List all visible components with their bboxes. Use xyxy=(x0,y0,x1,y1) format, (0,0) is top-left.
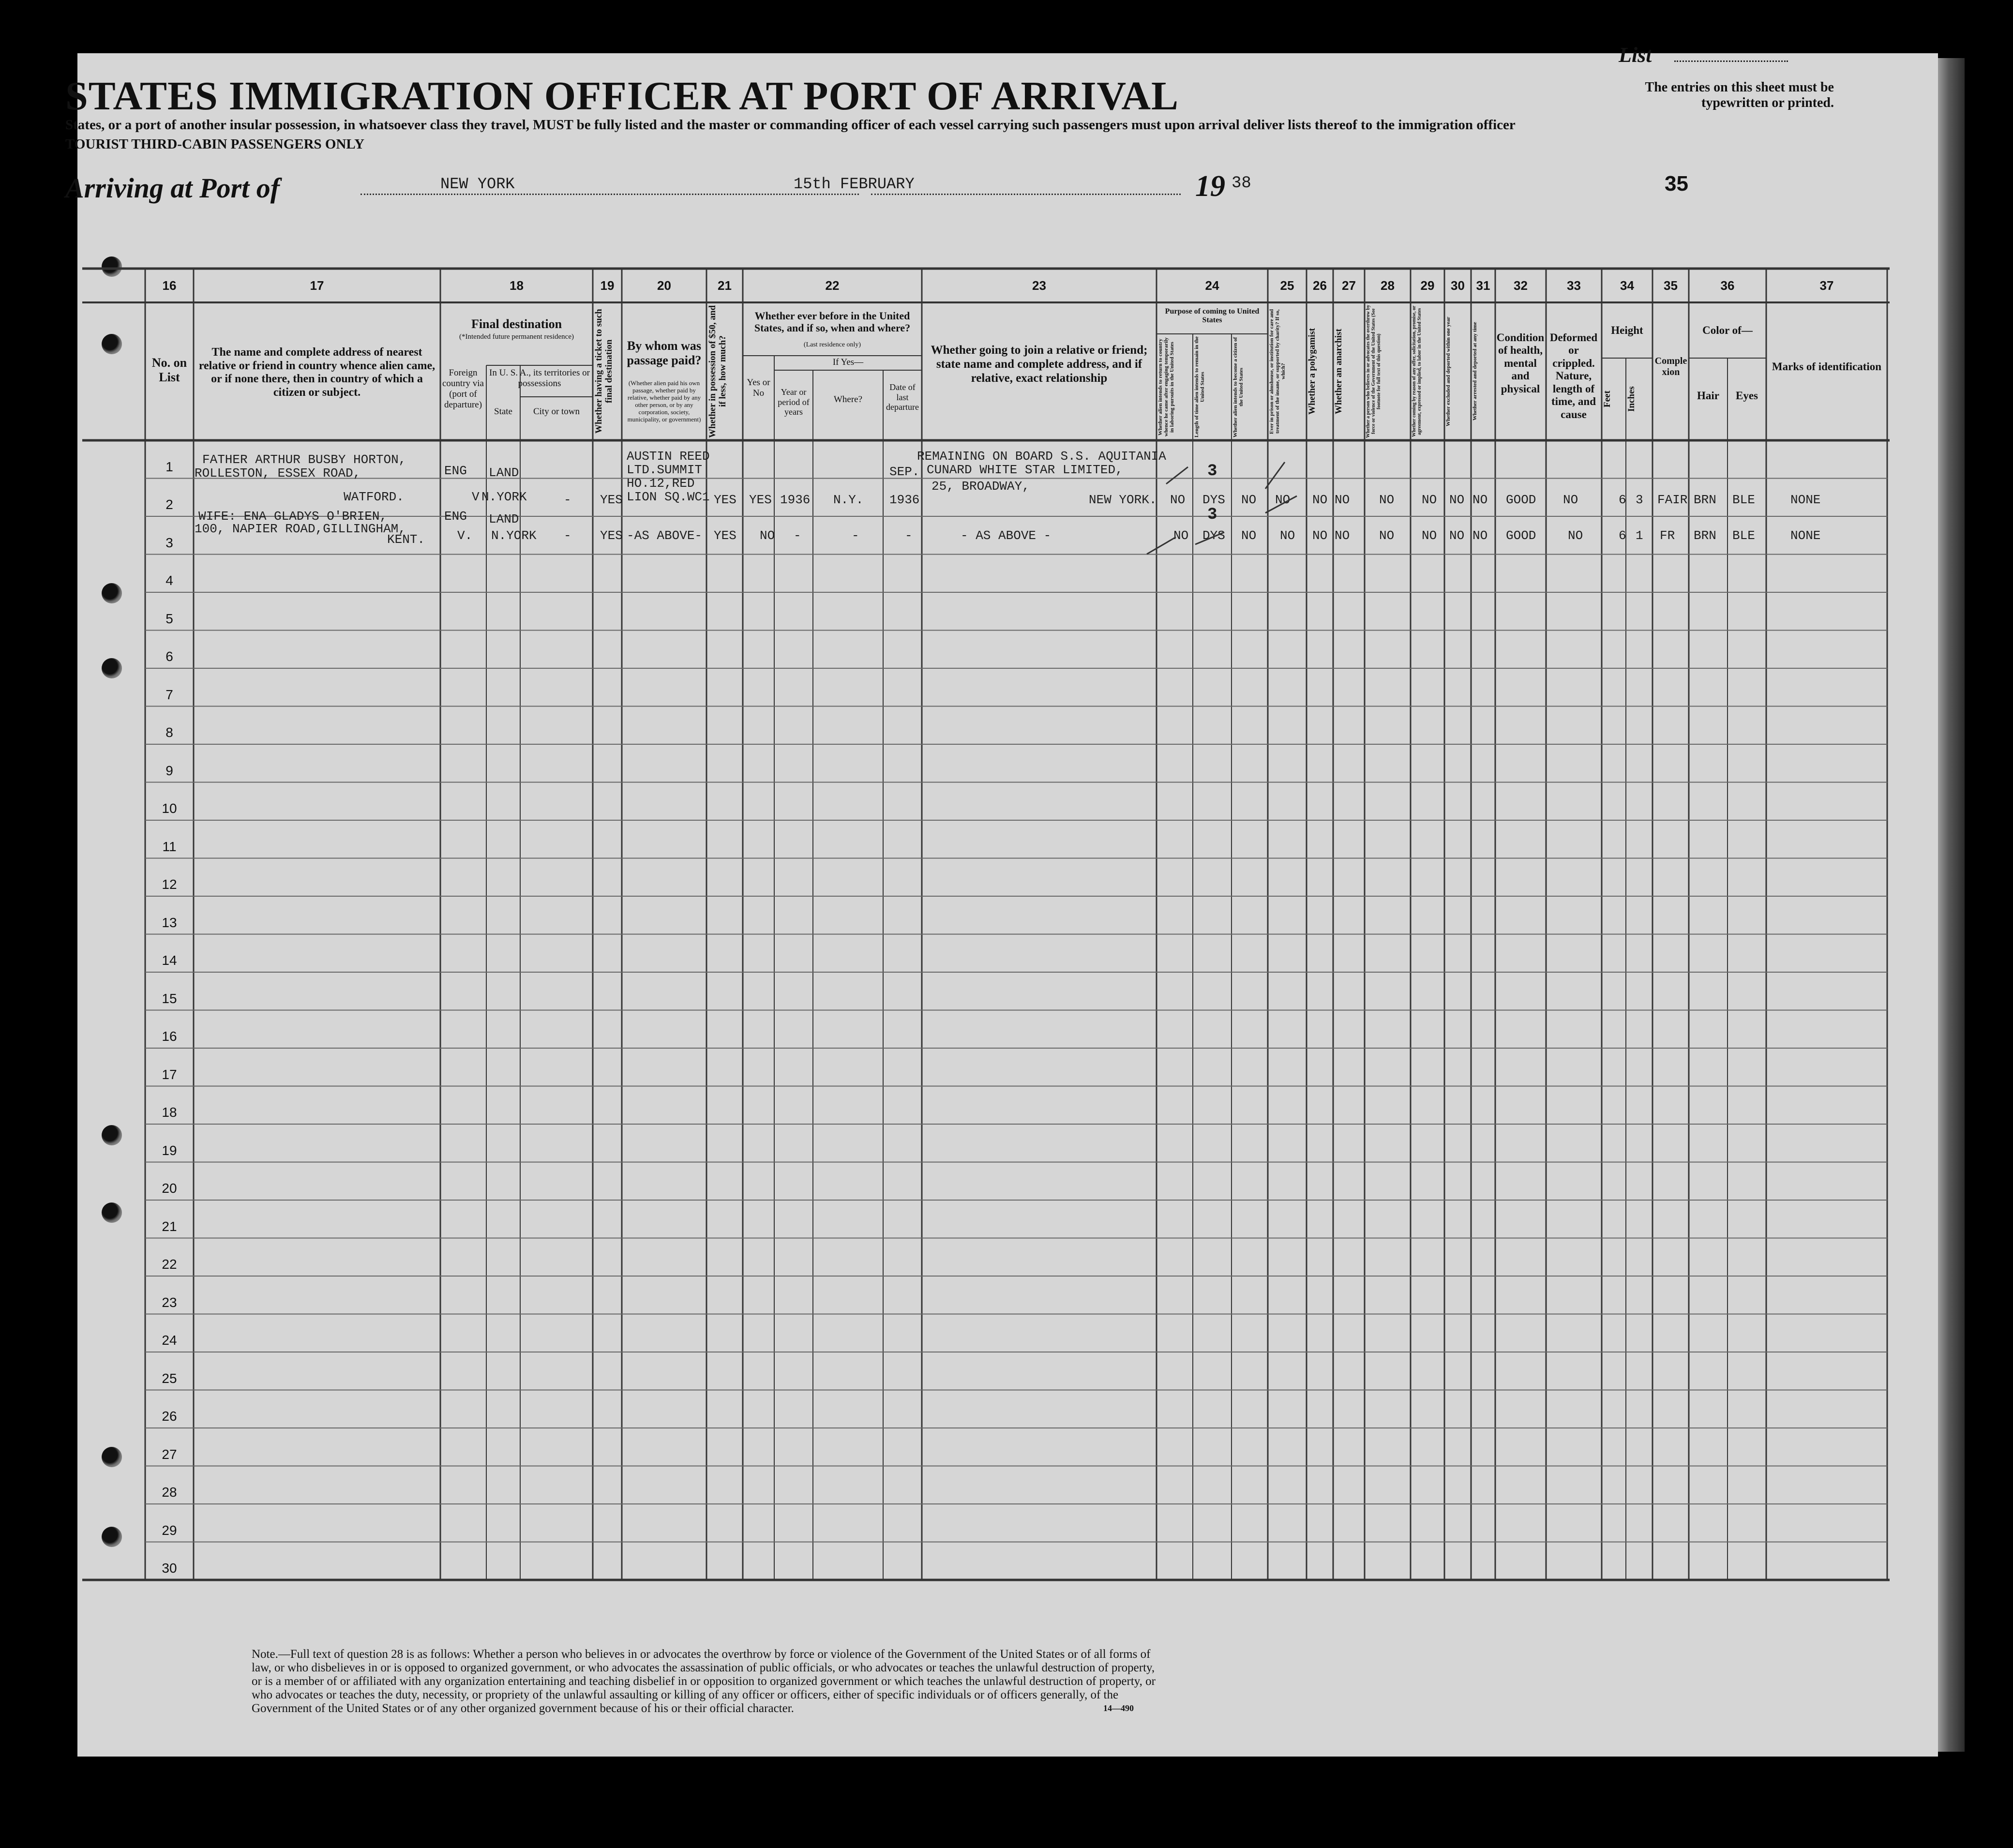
row-number: 10 xyxy=(162,801,177,816)
row2-deformed: NO xyxy=(1568,528,1583,543)
col-num-17: 17 xyxy=(310,278,324,293)
row2-state-2: N.YORK xyxy=(491,528,537,543)
header-last-departure: Date of last departure xyxy=(886,382,919,412)
row1-relative-line2: ROLLESTON, ESSEX ROAD, xyxy=(195,466,361,481)
row-number: 12 xyxy=(162,877,177,892)
row-number: 6 xyxy=(165,649,173,664)
row2-relative-line1: WIFE: ENA GLADYS O'BRIEN, xyxy=(198,509,388,524)
instruction-line: States, or a port of another insular possession, in whatsoever class they travel, MUST be fully listed and the master or commanding officer of each vessel carrying such passengers must upon arrival deliver lists thereof to the immigration officer xyxy=(65,117,1516,133)
row1-state-2: N.YORK xyxy=(481,490,527,504)
row2-purpose-citizen: NO xyxy=(1241,528,1257,543)
row1-before-where: N.Y. xyxy=(833,493,864,507)
row1-city: - xyxy=(564,493,571,507)
header-hair: Hair xyxy=(1697,390,1719,402)
header-feet: Feet xyxy=(1602,391,1612,408)
row2-labor: NO xyxy=(1422,528,1437,543)
row2-marks: NONE xyxy=(1790,528,1821,543)
year-value: 38 xyxy=(1232,174,1251,193)
col-num-35: 35 xyxy=(1664,278,1678,293)
row-number: 17 xyxy=(162,1067,177,1082)
row-number: 7 xyxy=(165,687,173,702)
row1-eyes: BLE xyxy=(1732,493,1755,507)
header-if-yes: If Yes— xyxy=(832,357,864,367)
list-label: List xyxy=(1619,43,1652,67)
row-number: 15 xyxy=(162,991,177,1006)
header-complexion: Complexion xyxy=(1654,356,1687,377)
row1-foreign-1: ENG xyxy=(444,464,467,478)
header-marks: Marks of identification xyxy=(1772,361,1882,373)
passenger-class: TOURIST THIRD-CABIN PASSENGERS ONLY xyxy=(65,136,365,152)
row1-polygamist: NO xyxy=(1312,493,1328,507)
row-number: 26 xyxy=(162,1409,177,1424)
header-no-on-list: No. on List xyxy=(151,356,187,384)
row1-inches: 3 xyxy=(1636,493,1643,507)
header-color-of: Color of— xyxy=(1702,324,1753,336)
footnote-question-28: Note.—Full text of question 28 is as follows: Whether a person who believes in or advocates the overthrow by force or violence of the Government of the United States or of all forms of law, or who disbelieves in or is opposed to organized government, or who advocates the assassination of public officials, or who advocates or teaches the unlawful destruction of property, or is a member of or affiliated with any organization entertaining and teaching disbelief in or opposition to organized government or which teaches the unlawful destruction of property, or who advocates or teaches the duty, necessity, or propriety of the unlawful assaulting or killing of any officer or officers, either of specific individuals or of officers generally, of the Government of the United States or of any other organized government because of his or their official character. xyxy=(252,1648,1156,1715)
row1-state-1: LAND xyxy=(489,466,519,480)
row1-money: YES xyxy=(714,493,736,507)
col-num-30: 30 xyxy=(1451,278,1465,293)
header-eyes: Eyes xyxy=(1736,390,1758,402)
row1-excluded: NO xyxy=(1449,493,1465,507)
row-number: 20 xyxy=(162,1181,177,1196)
row1-join-3: 25, BROADWAY, xyxy=(931,479,1030,494)
row-number: 29 xyxy=(162,1522,177,1538)
col-num-36: 36 xyxy=(1720,278,1735,293)
header-city: City or town xyxy=(533,406,580,417)
header-purpose: Purpose of coming to United States xyxy=(1165,307,1260,325)
row2-overthrow: NO xyxy=(1379,528,1395,543)
col-num-25: 25 xyxy=(1280,278,1294,293)
row1-hair: BRN xyxy=(1694,493,1716,507)
header-labor-offer: Whether coming by reason of any offer, solicitation, promise, or agreement, expressed or implied, to labor in the United States xyxy=(1412,305,1422,437)
row1-join-1: REMAINING ON BOARD S.S. AQUITANIA xyxy=(917,449,1166,464)
row-number: 13 xyxy=(162,915,177,930)
row-number: 22 xyxy=(162,1257,177,1272)
row2-purpose-length-1: 3 xyxy=(1207,506,1217,524)
row2-hair: BRN xyxy=(1694,528,1716,543)
header-height: Height xyxy=(1611,324,1643,336)
col-num-26: 26 xyxy=(1313,278,1327,293)
sheet-number: 35 xyxy=(1665,172,1688,195)
header-where: Where? xyxy=(833,394,863,405)
row-number: 30 xyxy=(162,1561,177,1576)
row1-before-date-1: SEP. xyxy=(889,465,920,479)
header-state: State xyxy=(494,406,512,417)
header-excluded: Whether excluded and deported within one year xyxy=(1445,316,1451,426)
row2-purpose-length-2: DYS xyxy=(1202,528,1225,543)
row2-before-date: - xyxy=(905,528,913,543)
row1-complexion: FAIR xyxy=(1657,493,1688,507)
row2-polygamist: NO xyxy=(1312,528,1328,543)
row2-eyes: BLE xyxy=(1732,528,1755,543)
row-number: 4 xyxy=(165,573,173,588)
row1-purpose-citizen: NO xyxy=(1241,493,1257,507)
header-purpose-citizen: Whether alien intends to become a citizen of the United States xyxy=(1232,337,1245,437)
col-num-23: 23 xyxy=(1032,278,1046,293)
row1-health: GOOD xyxy=(1506,493,1536,507)
header-fifty-dollars: Whether in possession of $50, and if less, how much? xyxy=(707,305,728,438)
row1-prison: NO xyxy=(1275,493,1291,507)
col-num-18: 18 xyxy=(510,278,524,293)
header-purpose-length: Length of time alien intends to remain in the United States xyxy=(1194,336,1206,438)
col-num-22: 22 xyxy=(825,278,840,293)
header-foreign-country: Foreign country via (port of departure) xyxy=(442,368,484,410)
col-num-27: 27 xyxy=(1342,278,1356,293)
row-number: 14 xyxy=(162,953,177,968)
row1-join-2: CUNARD WHITE STAR LIMITED, xyxy=(927,463,1123,477)
header-ticket: Whether having a ticket to such final destination xyxy=(594,309,614,434)
header-year-period: Year or period of years xyxy=(778,387,810,417)
row-number: 24 xyxy=(162,1333,177,1348)
row1-paid-4: LION SQ.WC1 xyxy=(627,490,710,504)
header-anarchist: Whether an anarchist xyxy=(1334,329,1344,414)
header-ever-before-sub: (Last residence only) xyxy=(803,341,861,348)
header-purpose-return: Whether alien intends to return to country whence he came after engaging temporarily in laboring pursuits in the United States xyxy=(1157,337,1175,437)
row2-anarchist: NO xyxy=(1335,528,1350,543)
col-num-33: 33 xyxy=(1567,278,1581,293)
date-value: 15th FEBRUARY xyxy=(794,175,915,193)
row-number: 27 xyxy=(162,1446,177,1462)
row-number: 11 xyxy=(162,839,177,854)
row1-feet: 6 xyxy=(1619,493,1626,507)
col-num-34: 34 xyxy=(1620,278,1634,293)
row-number: 9 xyxy=(165,763,173,778)
row2-arrested: NO xyxy=(1472,528,1488,543)
page-title: STATES IMMIGRATION OFFICER AT PORT OF ARRIVAL xyxy=(65,74,1179,119)
header-going-to-join: Whether going to join a relative or friend; state name and complete address, and if relative, exact relationship xyxy=(931,344,1148,385)
row1-relative-line1: FATHER ARTHUR BUSBY HORTON, xyxy=(202,452,406,467)
row2-excluded: NO xyxy=(1449,528,1465,543)
row1-overthrow: NO xyxy=(1379,493,1395,507)
row1-labor: NO xyxy=(1422,493,1437,507)
col-num-32: 32 xyxy=(1514,278,1528,293)
row1-before-yes-no: YES xyxy=(749,493,772,507)
row1-arrested: NO xyxy=(1472,493,1488,507)
row2-prison: NO xyxy=(1280,528,1295,543)
row-number: 21 xyxy=(162,1218,177,1234)
header-nearest-relative: The name and complete address of nearest relative or friend in country whence alien came, or if none there, then in country of which a citizen or subject. xyxy=(198,346,436,399)
row1-deformed: NO xyxy=(1563,493,1578,507)
row2-health: GOOD xyxy=(1506,528,1536,543)
header-inches: Inches xyxy=(1626,386,1637,412)
typewritten-notice: The entries on this sheet must be typewritten or printed. xyxy=(1645,80,1834,110)
row2-money: YES xyxy=(714,528,736,543)
row2-foreign-1: ENG xyxy=(444,509,467,524)
col-num-24: 24 xyxy=(1205,278,1219,293)
form-number: 14—490 xyxy=(1103,1703,1134,1713)
row-number: 1 xyxy=(165,459,173,474)
row2-feet: 6 xyxy=(1619,528,1626,543)
row2-relative-line2: 100, NAPIER ROAD,GILLINGHAM, xyxy=(195,522,406,536)
year-prefix: 19 xyxy=(1195,170,1225,203)
row-number: 18 xyxy=(162,1105,177,1120)
row2-paid: -AS ABOVE- xyxy=(627,528,703,543)
row2-foreign-2: V. xyxy=(457,528,473,543)
row1-paid-3: HO.12,RED xyxy=(627,476,695,491)
col-num-37: 37 xyxy=(1819,278,1834,293)
port-value: NEW YORK xyxy=(440,175,515,193)
header-overthrow: Whether a person who believes in or advocates the overthrow by force or violence of the Government of the United States (See footnote for full text of this question) xyxy=(1366,305,1382,438)
arriving-label: Arriving at Port of xyxy=(65,172,280,204)
row2-before-period: - xyxy=(794,528,801,543)
row-number: 2 xyxy=(165,497,173,512)
row1-before-period: 1936 xyxy=(780,493,811,507)
header-prison: Ever in prison or almshouse, or institution for care and treatment of the insane, or supported by charity? If so, which? xyxy=(1269,309,1287,434)
row-number: 23 xyxy=(162,1294,177,1310)
row1-paid-2: LTD.SUMMIT xyxy=(627,463,703,477)
col-num-19: 19 xyxy=(600,278,615,293)
row2-ticket: YES xyxy=(600,528,623,543)
row2-state-1: LAND xyxy=(489,512,519,526)
header-passage-paid: By whom was passage paid? xyxy=(627,339,702,367)
row-number: 28 xyxy=(162,1485,177,1500)
row2-join: - AS ABOVE - xyxy=(961,528,1052,543)
header-in-usa: In U. S. A., its territories or possessions xyxy=(489,368,590,389)
row-number: 16 xyxy=(162,1029,177,1044)
header-deformed: Deformed or crippled. Nature, length of time, and cause xyxy=(1549,331,1598,421)
row2-city: - xyxy=(564,528,571,543)
header-final-destination: Final destination xyxy=(471,317,562,331)
row1-purpose-length-1: 3 xyxy=(1207,462,1217,481)
header-passage-paid-sub: (Whether alien paid his own passage, whether paid by relative, whether paid by any other person, or by any corporation, society, municipality, or government) xyxy=(627,379,701,423)
row-number: 19 xyxy=(162,1142,177,1158)
row1-ticket: YES xyxy=(600,493,623,507)
col-num-31: 31 xyxy=(1476,278,1490,293)
row-number: 5 xyxy=(165,611,173,626)
col-num-21: 21 xyxy=(718,278,732,293)
row1-anarchist: NO xyxy=(1335,493,1350,507)
header-ever-before: Whether ever before in the United States, and if so, when and where? xyxy=(754,310,911,334)
row-number: 3 xyxy=(165,535,173,550)
row1-purpose-return: NO xyxy=(1170,493,1186,507)
col-num-20: 20 xyxy=(657,278,671,293)
row-number: 8 xyxy=(165,725,173,740)
header-polygamist: Whether a polygamist xyxy=(1307,328,1317,415)
col-num-29: 29 xyxy=(1420,278,1435,293)
row2-complexion: FR xyxy=(1660,528,1675,543)
header-yes-no: Yes or No xyxy=(747,377,770,398)
row2-before-yes-no: NO xyxy=(760,528,775,543)
row1-foreign-2: V xyxy=(472,490,480,504)
row2-inches: 1 xyxy=(1636,528,1643,543)
row1-purpose-length-2: DYS xyxy=(1202,493,1225,507)
col-num-28: 28 xyxy=(1381,278,1395,293)
col-num-16: 16 xyxy=(162,278,177,293)
header-final-destination-sub: (*Intended future permanent residence) xyxy=(459,333,574,341)
header-arrested: Whether arrested and deported at any time xyxy=(1472,322,1478,421)
row1-join-4: NEW YORK. xyxy=(1089,493,1157,507)
row2-before-where: - xyxy=(852,528,859,543)
header-health: Condition of health, mental and physical xyxy=(1496,331,1545,395)
row2-purpose-return: NO xyxy=(1173,528,1189,543)
row2-relative-line3: KENT. xyxy=(387,532,425,547)
row1-before-date-2: 1936 xyxy=(889,493,920,507)
row-number: 25 xyxy=(162,1370,177,1386)
row1-relative-line3: WATFORD. xyxy=(344,490,404,504)
row1-marks: NONE xyxy=(1790,493,1821,507)
row1-paid-1: AUSTIN REED xyxy=(627,449,710,464)
